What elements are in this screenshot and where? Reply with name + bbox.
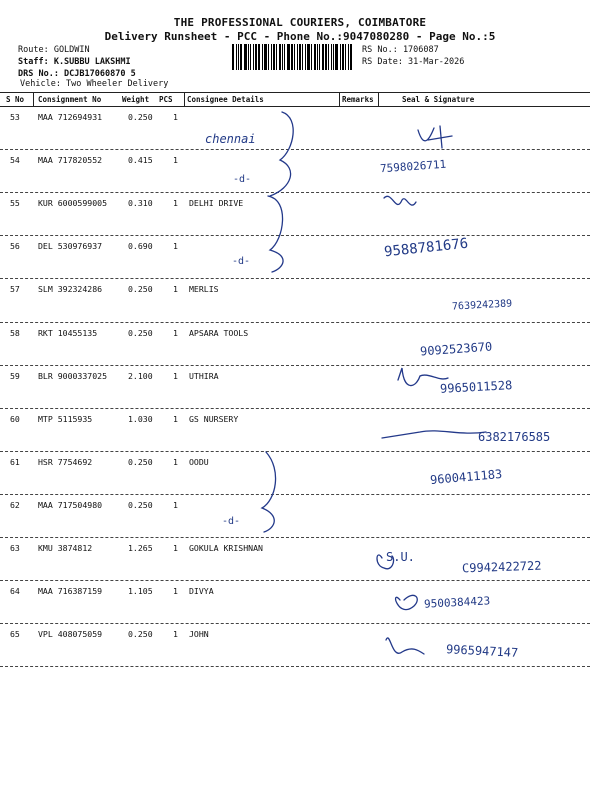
- rs-number: RS No.: 1706087: [362, 45, 439, 55]
- cell-weight: 2.100: [128, 370, 153, 381]
- cell-pcs: 1: [173, 155, 178, 166]
- signature-mark: [396, 595, 418, 609]
- handwritten-phone: 7598026711: [379, 157, 447, 176]
- cell-consignment: MAA 717504980: [38, 499, 103, 510]
- handwritten-phone: 9965947147: [445, 642, 519, 660]
- handwritten-dash: -d-: [222, 516, 241, 527]
- rs-date: RS Date: 31-Mar-2026: [362, 57, 465, 67]
- cell-sno: 61: [10, 456, 20, 467]
- cell-consignment: SLM 392324286: [38, 284, 103, 295]
- signature-mark: [418, 126, 452, 148]
- cell-consignment: KUR 6000599005: [38, 198, 108, 209]
- cell-weight: 0.310: [128, 198, 153, 209]
- cell-pcs: 1: [173, 284, 178, 295]
- cell-weight: 0.690: [128, 241, 153, 252]
- runsheet-subtitle: Delivery Runsheet - PCC - Phone No.:9047080280 - Page No.:5: [104, 30, 496, 43]
- col-consignee: Consignee Details: [187, 95, 264, 104]
- cell-consignment: BLR 9000337025: [38, 370, 108, 381]
- cell-weight: 0.250: [128, 499, 153, 510]
- handwritten-city: chennai: [205, 132, 256, 146]
- cell-weight: 0.250: [128, 112, 153, 122]
- cell-weight: 1.265: [128, 543, 153, 553]
- cell-weight: 0.250: [128, 284, 153, 295]
- cell-sno: 64: [10, 586, 20, 597]
- cell-sno: 54: [10, 155, 20, 166]
- cell-sno: 56: [10, 241, 20, 252]
- drs-label: DRS No.: DCJB17060870 5: [18, 69, 136, 79]
- cell-consignment: MAA 716387159: [38, 586, 103, 597]
- cell-pcs: 1: [173, 370, 178, 381]
- cell-consignment: DEL 530976937: [38, 241, 103, 252]
- handwritten-phone: 7639242389: [451, 298, 513, 313]
- cell-pcs: 1: [173, 543, 178, 553]
- handwritten-dash: -d-: [233, 174, 252, 185]
- handwritten-dash: -d-: [232, 256, 251, 267]
- cell-consignee: DIVYA: [189, 586, 214, 597]
- cell-pcs: 1: [173, 241, 178, 252]
- signature-mark: [384, 196, 416, 205]
- col-consignment: Consignment No: [38, 95, 102, 104]
- cell-consignee: GOKULA KRISHNAN: [189, 543, 263, 553]
- cell-pcs: 1: [173, 413, 178, 424]
- col-seal: Seal & Signature: [402, 95, 475, 104]
- handwritten-phone: 9588781676: [383, 235, 469, 261]
- signature-mark: [386, 638, 424, 654]
- cell-consignment: KMU 3874812: [38, 543, 93, 553]
- cell-consignment: MAA 712694931: [38, 112, 103, 122]
- handwritten-phone: 9965011528: [439, 378, 513, 396]
- cell-pcs: 1: [173, 327, 178, 338]
- handwritten-phone: 9500384423: [423, 594, 491, 611]
- col-sno: S No: [6, 95, 25, 104]
- cell-consignee: DELHI DRIVE: [189, 198, 244, 209]
- cell-sno: 57: [10, 284, 20, 295]
- cell-consignee: MERLIS: [189, 284, 219, 295]
- cell-consignee: OODU: [189, 456, 209, 467]
- cell-weight: 0.250: [128, 327, 153, 338]
- cell-weight: 0.415: [128, 155, 153, 166]
- bracket-mark: [268, 196, 283, 272]
- route-label: Route: GOLDWIN: [18, 45, 90, 55]
- cell-pcs: 1: [173, 112, 178, 122]
- cell-weight: 1.105: [128, 586, 153, 597]
- cell-consignment: VPL 408075059: [38, 629, 103, 640]
- cell-pcs: 1: [173, 586, 178, 597]
- handwritten-phone: 9092523670: [419, 339, 493, 359]
- staff-label: Staff: K.SUBBU LAKSHMI: [18, 57, 131, 67]
- cell-sno: 55: [10, 198, 20, 209]
- cell-pcs: 1: [173, 198, 178, 209]
- col-weight: Weight: [122, 95, 150, 104]
- col-remarks: Remarks: [342, 95, 374, 104]
- cell-pcs: 1: [173, 499, 178, 510]
- handwritten-phone: 6382176585: [478, 430, 551, 444]
- cell-consignee: UTHIRA: [189, 370, 219, 381]
- col-pcs: PCS: [159, 95, 173, 104]
- cell-sno: 65: [10, 629, 20, 640]
- cell-consignment: RKT 10455135: [38, 327, 98, 338]
- cell-sno: 60: [10, 413, 20, 424]
- cell-sno: 62: [10, 499, 20, 510]
- vehicle-label: Vehicle: Two Wheeler Delivery: [20, 79, 169, 89]
- cell-sno: 53: [10, 112, 20, 122]
- cell-weight: 1.030: [128, 413, 153, 424]
- cell-pcs: 1: [173, 456, 178, 467]
- cell-sno: 59: [10, 370, 20, 381]
- cell-consignee: JOHN: [189, 629, 209, 640]
- company-title: THE PROFESSIONAL COURIERS, COIMBATORE: [173, 16, 427, 29]
- cell-weight: 0.250: [128, 456, 153, 467]
- cell-sno: 63: [10, 543, 20, 553]
- cell-consignee: GS NURSERY: [189, 413, 239, 424]
- cell-consignment: MTP 5115935: [38, 413, 93, 424]
- cell-sno: 58: [10, 327, 20, 338]
- cell-consignee: APSARA TOOLS: [189, 327, 249, 338]
- cell-consignment: HSR 7754692: [38, 456, 93, 467]
- bracket-mark: [270, 112, 293, 196]
- cell-pcs: 1: [173, 629, 178, 640]
- bracket-mark: [262, 452, 276, 532]
- cell-weight: 0.250: [128, 629, 153, 640]
- handwritten-phone: C9942422722: [461, 558, 542, 576]
- handwritten-initials: S.U.: [386, 550, 415, 564]
- cell-consignment: MAA 717820552: [38, 155, 103, 166]
- signature-mark: [382, 431, 486, 438]
- handwritten-phone: 9600411183: [429, 466, 503, 488]
